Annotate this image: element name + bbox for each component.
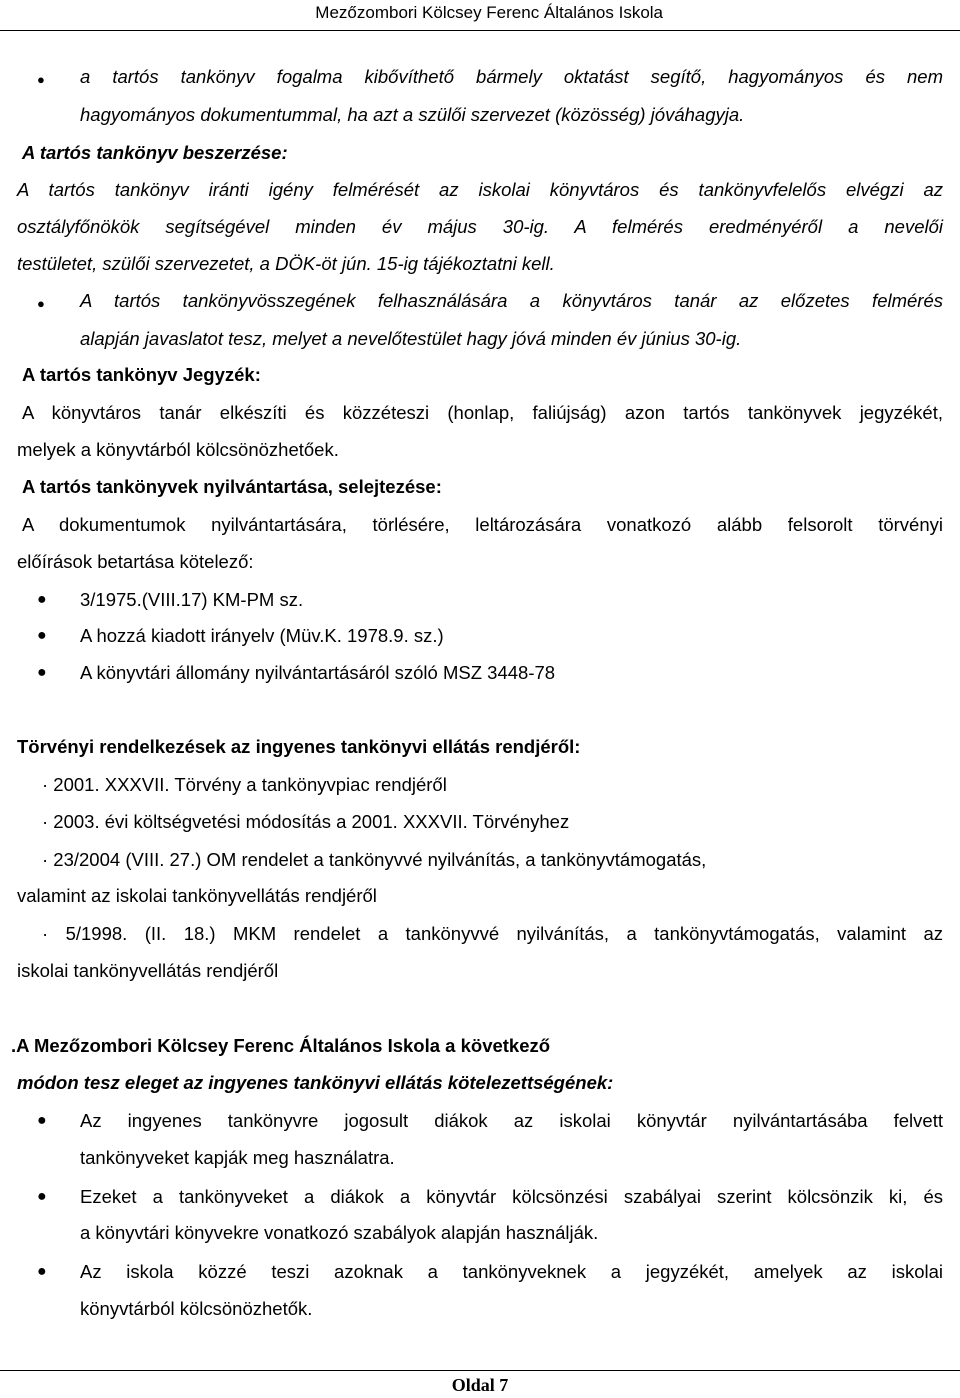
law-item: iskolai tankönyvellátás rendjéről [17,960,279,981]
paragraph-line: a könyvtári könyvekre vonatkozó szabályok alapján használják. [80,1222,599,1243]
paragraph-line: A tartós tankönyvösszegének felhasználására a könyvtáros tanár az előzetes felmérés [80,290,943,311]
list-item: 3/1975.(VIII.17) KM-PM sz. [80,589,304,610]
bullet-icon: ● [37,72,45,87]
section-heading: A tartós tankönyvek nyilvántartása, selejtezése: [22,476,442,497]
page-number: Oldal 7 [451,1375,509,1395]
paragraph-line: A dokumentumok nyilvántartására, törlésére, leltározására vonatkozó alább felsorolt törvényi [22,514,943,535]
law-item: · 5/1998. (II. 18.) MKM rendelet a tankönyvvé nyilvánítás, a tankönyvtámogatás, valamint az [42,923,943,944]
law-item: · 23/2004 (VIII. 27.) OM rendelet a tankönyvvé nyilvánítás, a tankönyvtámogatás, [42,849,707,870]
section-heading: A tartós tankönyv Jegyzék: [22,364,261,385]
list-item: A hozzá kiadott irányelv (Müv.K. 1978.9. sz.) [80,625,444,646]
section-heading: módon tesz eleget az ingyenes tankönyvi ellátás kötelezettségének: [17,1072,614,1093]
paragraph-line: Az iskola közzé teszi azoknak a tankönyveknek a jegyzékét, amelyek az iskolai [80,1261,943,1282]
paragraph-line: osztályfőnökök segítségével minden év május 30-ig. A felmérés eredményéről a nevelői [17,216,943,237]
list-item: A könyvtári állomány nyilvántartásáról szóló MSZ 3448-78 [80,662,556,683]
bullet-icon: ● [37,664,47,681]
paragraph-line: könyvtárból kölcsönözhetők. [80,1298,313,1319]
law-item: valamint az iskolai tankönyvellátás rendjéről [17,885,377,906]
paragraph-line: a tartós tankönyv fogalma kibővíthető bármely oktatást segítő, hagyományos és nem [80,66,943,87]
bullet-icon: ● [37,1112,47,1129]
section-heading: .A Mezőzombori Kölcsey Ferenc Általános Iskola a következő [11,1035,551,1056]
page-footer [0,1370,960,1398]
paragraph-line: A tartós tankönyv iránti igény felmérését az iskolai könyvtáros és tankönyvfelelős elvégzi az [17,179,943,200]
bullet-icon: ● [37,296,45,311]
paragraph-line: hagyományos dokumentummal, ha azt a szülői szervezet (közösség) jóváhagyja. [80,104,745,125]
paragraph-line: A könyvtáros tanár elkészíti és közzéteszi (honlap, faliújság) azon tartós tankönyvek jegyzékét, [22,402,943,423]
section-heading: Törvényi rendelkezések az ingyenes tankönyvi ellátás rendjéről: [17,736,581,757]
header-title: Mezőzombori Kölcsey Ferenc Általános Iskola [315,3,663,22]
bullet-icon: ● [37,1188,47,1205]
paragraph-line: tankönyveket kapják meg használatra. [80,1147,395,1168]
paragraph-line: melyek a könyvtárból kölcsönözhetőek. [17,439,339,460]
bullet-icon: ● [37,591,47,608]
paragraph-line: Ezeket a tankönyveket a diákok a könyvtár kölcsönzési szabályai szerint kölcsönzik ki, és [80,1186,943,1207]
bullet-icon: ● [37,627,47,644]
section-heading: A tartós tankönyv beszerzése: [22,142,288,163]
paragraph-line: testületet, szülői szervezetet, a DÖK-öt jún. 15-ig tájékoztatni kell. [17,253,555,274]
law-item: · 2003. évi költségvetési módosítás a 2001. XXXVII. Törvényhez [42,811,570,832]
law-item: · 2001. XXXVII. Törvény a tankönyvpiac rendjéről [42,774,447,795]
bullet-icon: ● [37,1263,47,1280]
paragraph-line: Az ingyenes tankönyvre jogosult diákok az iskolai könyvtár nyilvántartásába felvett [80,1110,943,1131]
paragraph-line: alapján javaslatot tesz, melyet a nevelőtestület hagy jóvá minden év június 30-ig. [80,328,742,349]
page-header [0,0,960,31]
paragraph-line: előírások betartása kötelező: [17,551,254,572]
